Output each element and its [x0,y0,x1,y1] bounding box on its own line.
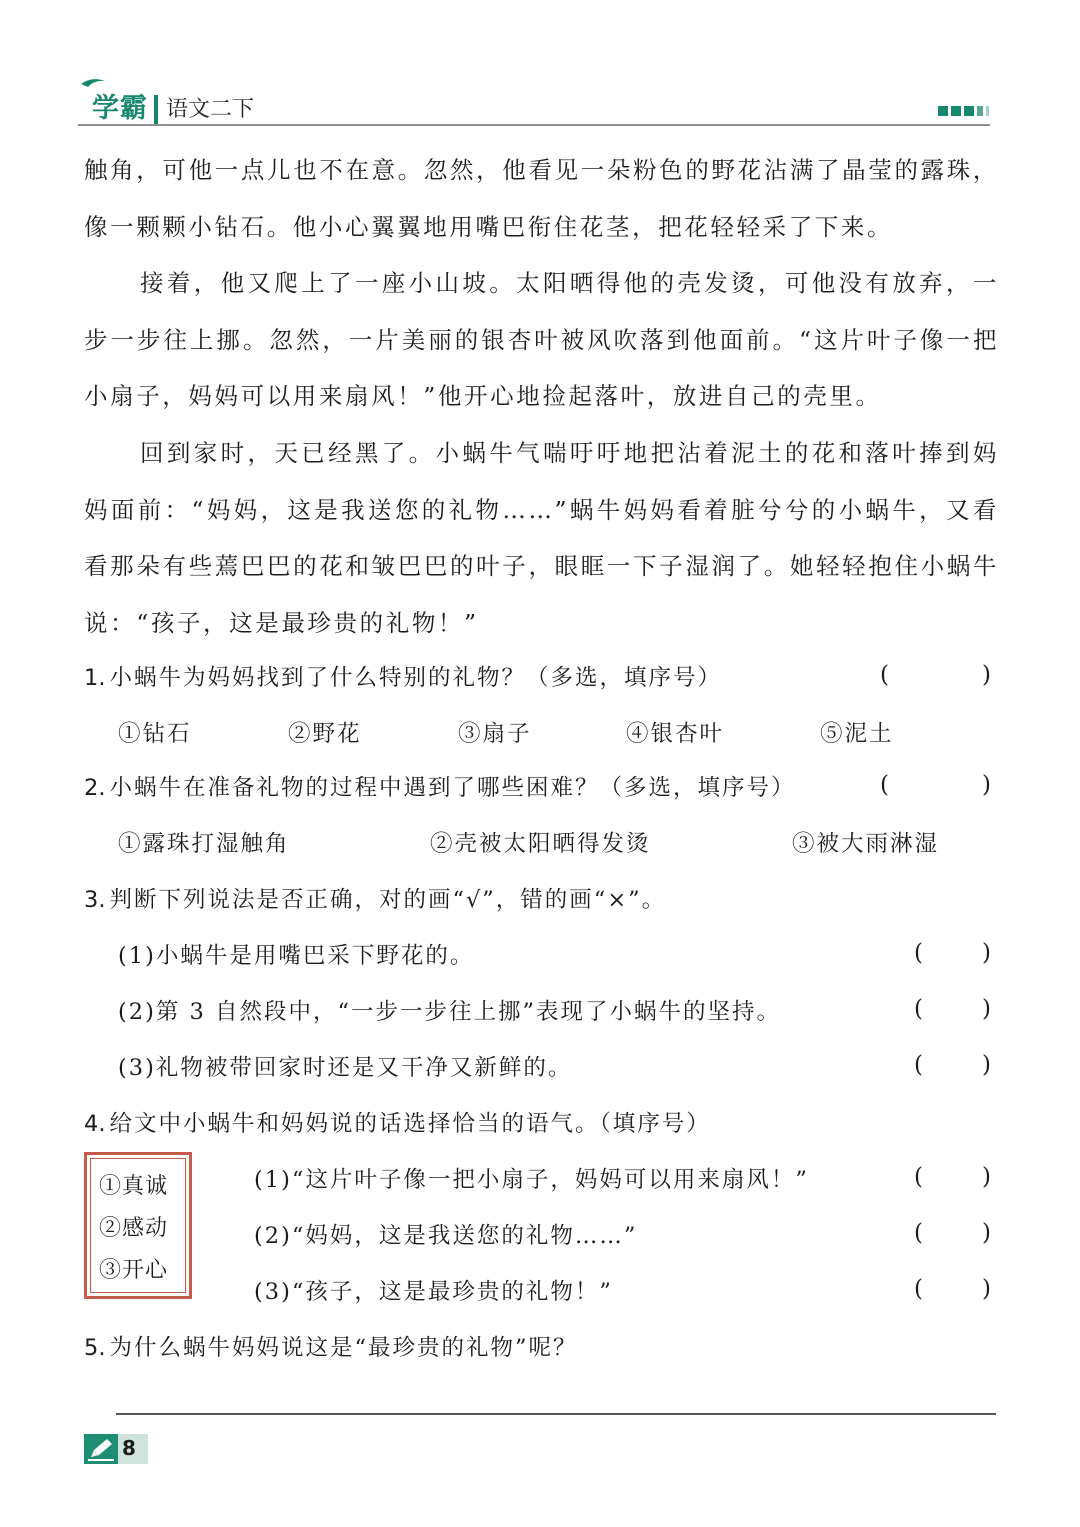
header-divider [78,124,990,126]
answer-paren-close: ) [982,662,991,688]
judgement-item: (1)小蜗牛是用嘴巴采下野花的。 [118,943,475,969]
page-number: 8 [122,1436,136,1460]
answer-paren-close: ) [982,940,991,966]
logo [78,86,254,125]
option: ③被大雨淋湿 [792,831,940,857]
option: ⑤泥土 [820,721,894,747]
answer-paren-close: ) [982,996,991,1022]
question-number: 5. [84,1335,106,1361]
question-number: 1. [84,665,106,691]
question-number: 3. [84,887,106,913]
graduation-cap-icon [80,78,106,90]
logo-divider [154,95,158,125]
answer-line [116,1413,996,1415]
question-text: 给文中小蜗牛和妈妈说的话选择恰当的语气。（填序号） [109,1111,711,1137]
logo-text: 学霸 [92,93,148,124]
answer-paren-close: ) [982,1052,991,1078]
answer-paren-open: ( [914,1164,923,1190]
passage-paragraph: 触角，可他一点儿也不在意。忽然，他看见一朵粉色的野花沾满了晶莹的露珠，像一颗颗小钻石。他小心翼翼地用嘴巴衔住花茎，把花轻轻采了下来。 [84,156,999,241]
subject-title: 语文二下 [166,97,255,122]
question-text: 小蜗牛在准备礼物的过程中遇到了哪些困难？（多选，填序号） [109,775,796,801]
question-number: 2. [84,775,106,801]
question-2 [84,770,795,802]
page-header [78,80,993,132]
reading-passage [84,142,999,651]
question-text: 判断下列说法是否正确，对的画“√”，错的画“×”。 [109,887,667,913]
question-5 [84,1330,577,1362]
answer-paren-open: ( [914,1220,923,1246]
answer-paren-open: ( [914,996,923,1022]
question-1 [84,660,722,692]
answer-paren-close: ) [982,1164,991,1190]
tone-choice: ①真诚 [99,1174,169,1199]
answer-paren-close: ) [982,1276,991,1302]
question-text: 小蜗牛为妈妈找到了什么特别的礼物？（多选，填序号） [109,665,722,691]
answer-paren-open: ( [914,1052,923,1078]
question-4 [84,1106,711,1138]
answer-paren-open: ( [914,940,923,966]
question-number: 4. [84,1111,106,1137]
pencil-icon-box [84,1434,118,1464]
answer-paren-close: ) [982,772,991,798]
dialogue-item: (3)“孩子，这是最珍贵的礼物！” [254,1279,613,1305]
pencil-icon [84,1434,118,1464]
option: ②野花 [288,721,362,747]
tone-choice: ③开心 [99,1258,169,1283]
answer-paren-close: ) [982,1220,991,1246]
dialogue-item: (2)“妈妈，这是我送您的礼物……” [254,1223,638,1249]
option: ①钻石 [118,721,192,747]
answer-paren-open: ( [880,772,889,798]
option: ③扇子 [458,721,532,747]
option: ②壳被太阳晒得发烫 [430,831,651,857]
question-text: 为什么蜗牛妈妈说这是“最珍贵的礼物”呢？ [109,1335,578,1361]
passage-paragraph: 回到家时，天已经黑了。小蜗牛气喘吁吁地把沾着泥土的花和落叶捧到妈妈面前：“妈妈，这是我送您的礼物……”蜗牛妈妈看着脏兮兮的小蜗牛，又看看那朵有些蔫巴巴的花和皱巴巴的叶子，眼眶一下子湿润了。她轻轻抱住小蜗牛说：“孩子，这是最珍贵的礼物！” [84,438,999,637]
answer-paren-open: ( [914,1276,923,1302]
question-3 [84,882,666,914]
option: ①露珠打湿触角 [118,831,290,857]
page-number-badge [84,1434,148,1464]
tone-choices-box [84,1152,192,1299]
dialogue-item: (1)“这片叶子像一把小扇子，妈妈可以用来扇风！” [254,1167,809,1193]
judgement-item: (3)礼物被带回家时还是又干净又新鲜的。 [118,1055,573,1081]
tone-choice: ②感动 [99,1216,169,1241]
passage-paragraph: 接着，他又爬上了一座小山坡。太阳晒得他的壳发烫，可他没有放弃，一步一步往上挪。忽然，一片美丽的银杏叶被风吹落到他面前。“这片叶子像一把小扇子，妈妈可以用来扇风！”他开心地捡起落叶，放进自己的壳里。 [84,269,999,411]
judgement-item: (2)第 3 自然段中，“一步一步往上挪”表现了小蜗牛的坚持。 [118,999,781,1025]
header-decoration [938,106,989,116]
answer-paren-open: ( [880,662,889,688]
option: ④银杏叶 [626,721,725,747]
